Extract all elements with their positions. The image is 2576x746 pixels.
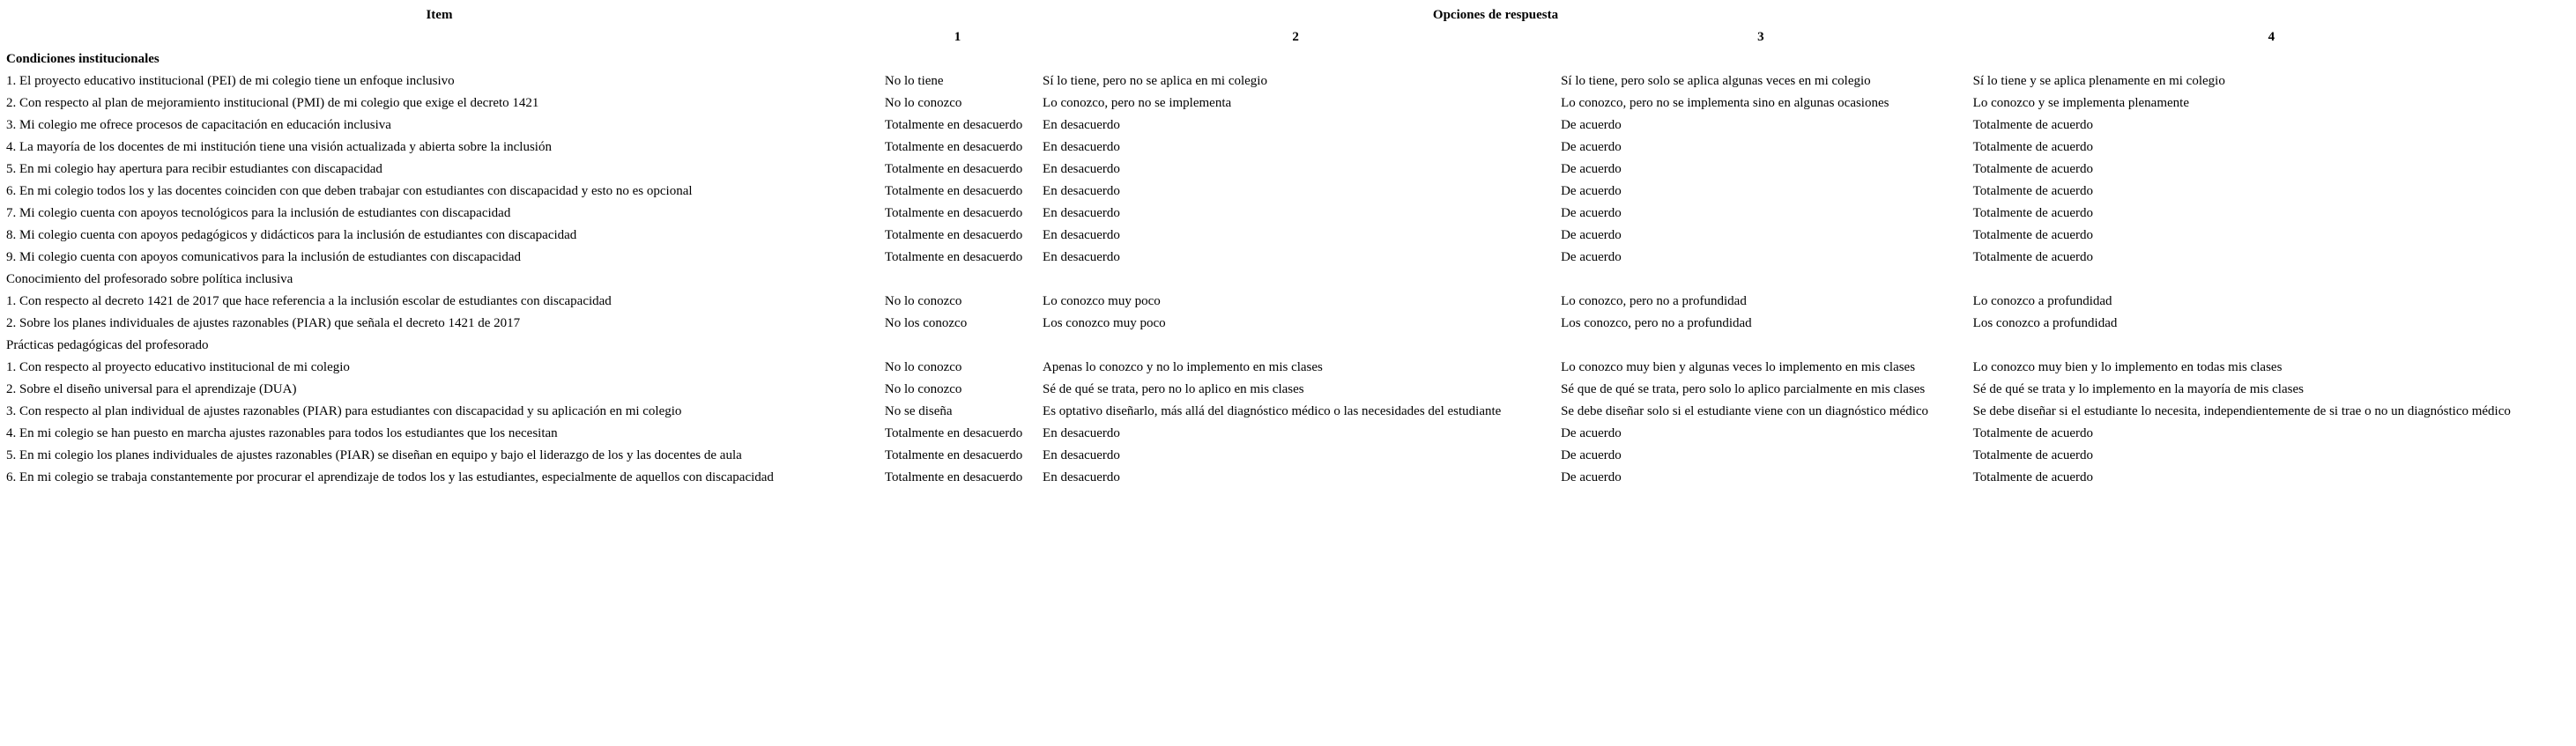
option-3-cell: De acuerdo [1561, 118, 1622, 132]
option-1-cell: No lo conozco [884, 360, 962, 374]
option-2-cell: En desacuerdo [1043, 426, 1120, 440]
option-2-cell: Sí lo tiene, pero no se aplica en mi colegio [1043, 74, 1267, 88]
option-4-cell: Totalmente de acuerdo [1972, 118, 2094, 132]
survey-table [0, 4, 2576, 489]
table-row [0, 114, 2576, 137]
option-3-cell: De acuerdo [1561, 448, 1622, 462]
table-row [0, 181, 2576, 203]
table-row [0, 423, 2576, 445]
item-text: 6. En mi colegio todos los y las docentes coinciden con que deben trabajar con estudiantes con discapacidad y esto no es opcional [6, 184, 693, 198]
item-text: 1. Con respecto al decreto 1421 de 2017 que hace referencia a la inclusión escolar de estudiantes con discapacidad [6, 294, 612, 308]
table-row [0, 401, 2576, 423]
item-text: 9. Mi colegio cuenta con apoyos comunicativos para la inclusión de estudiantes con discapacidad [6, 250, 521, 264]
option-3-cell: Lo conozco, pero no a profundidad [1561, 294, 1747, 308]
option-1-cell: No se diseña [884, 404, 953, 418]
table-row [0, 247, 2576, 269]
item-text: 8. Mi colegio cuenta con apoyos pedagógicos y didácticos para la inclusión de estudiantes con discapacidad [6, 228, 577, 242]
item-header: Item [426, 8, 453, 22]
option-1-cell: Totalmente en desacuerdo [884, 140, 1023, 154]
option-2-cell: Los conozco muy poco [1043, 316, 1166, 330]
table-row [0, 467, 2576, 489]
item-text: 3. Mi colegio me ofrece procesos de capacitación en educación inclusiva [6, 118, 391, 132]
item-text: 3. Con respecto al plan individual de ajustes razonables (PIAR) para estudiantes con discapacidad y su aplicación en mi colegio [6, 404, 682, 418]
option-2-cell: Apenas lo conozco y no lo implemento en mis clases [1043, 360, 1323, 374]
option-number-2: 2 [1292, 30, 1299, 44]
option-4-cell: Totalmente de acuerdo [1972, 140, 2094, 154]
section-row [0, 269, 2576, 291]
table-body [0, 48, 2576, 489]
option-4-cell: Lo conozco muy bien y lo implemento en todas mis clases [1972, 360, 2283, 374]
option-1-cell: No los conozco [884, 316, 968, 330]
option-3-cell: Lo conozco muy bien y algunas veces lo implemento en mis clases [1561, 360, 1916, 374]
option-1-cell: Totalmente en desacuerdo [884, 162, 1023, 176]
table-row [0, 357, 2576, 379]
table-row [0, 92, 2576, 114]
option-2-cell: En desacuerdo [1043, 184, 1120, 198]
table-row [0, 313, 2576, 335]
option-1-cell: Totalmente en desacuerdo [884, 206, 1023, 220]
option-4-cell: Lo conozco y se implementa plenamente [1972, 96, 2189, 110]
option-4-cell: Los conozco a profundidad [1972, 316, 2118, 330]
item-text: 7. Mi colegio cuenta con apoyos tecnológicos para la inclusión de estudiantes con discapacidad [6, 206, 511, 220]
table-row [0, 159, 2576, 181]
table-row [0, 291, 2576, 313]
option-number-3: 3 [1757, 30, 1764, 44]
item-text: 5. En mi colegio los planes individuales de ajustes razonables (PIAR) se diseñan en equipo y bajo el liderazgo de los y las docentes de aula [6, 448, 742, 462]
option-2-cell: En desacuerdo [1043, 250, 1120, 264]
header-row [0, 4, 2576, 26]
table-row [0, 70, 2576, 92]
options-header: Opciones de respuesta [1432, 8, 1559, 22]
option-4-cell: Totalmente de acuerdo [1972, 250, 2094, 264]
section-title: Conocimiento del profesorado sobre política inclusiva [6, 272, 293, 286]
option-3-cell: De acuerdo [1561, 426, 1622, 440]
option-4-cell: Sé de qué se trata y lo implemento en la mayoría de mis clases [1972, 382, 2304, 396]
table-row [0, 203, 2576, 225]
option-numbers-row [0, 26, 2576, 48]
option-1-cell: Totalmente en desacuerdo [884, 470, 1023, 484]
option-2-cell: Sé de qué se trata, pero no lo aplico en mis clases [1043, 382, 1304, 396]
option-3-cell: De acuerdo [1561, 228, 1622, 242]
item-text: 1. Con respecto al proyecto educativo institucional de mi colegio [6, 360, 350, 374]
option-1-cell: No lo conozco [884, 294, 962, 308]
option-2-cell: En desacuerdo [1043, 140, 1120, 154]
option-3-cell: Los conozco, pero no a profundidad [1561, 316, 1752, 330]
table-row [0, 137, 2576, 159]
item-text: 5. En mi colegio hay apertura para recibir estudiantes con discapacidad [6, 162, 382, 176]
table-row [0, 379, 2576, 401]
option-2-cell: En desacuerdo [1043, 470, 1120, 484]
option-1-cell: Totalmente en desacuerdo [884, 426, 1023, 440]
option-3-cell: De acuerdo [1561, 470, 1622, 484]
option-3-cell: Sí lo tiene, pero solo se aplica algunas veces en mi colegio [1561, 74, 1871, 88]
option-3-cell: De acuerdo [1561, 206, 1622, 220]
item-text: 2. Con respecto al plan de mejoramiento institucional (PMI) de mi colegio que exige el decreto 1421 [6, 96, 539, 110]
option-4-cell: Se debe diseñar si el estudiante lo necesita, independientemente de si trae o no un diagnóstico médico [1972, 404, 2511, 418]
option-1-cell: No lo conozco [884, 382, 962, 396]
option-4-cell: Lo conozco a profundidad [1972, 294, 2112, 308]
option-1-cell: Totalmente en desacuerdo [884, 228, 1023, 242]
option-2-cell: En desacuerdo [1043, 206, 1120, 220]
empty-cell [0, 26, 879, 48]
item-text: 2. Sobre el diseño universal para el aprendizaje (DUA) [6, 382, 297, 396]
option-1-cell: Totalmente en desacuerdo [884, 448, 1023, 462]
option-1-cell: Totalmente en desacuerdo [884, 250, 1023, 264]
section-title: Prácticas pedagógicas del profesorado [6, 338, 209, 352]
option-1-cell: No lo conozco [884, 96, 962, 110]
option-2-cell: Lo conozco muy poco [1043, 294, 1161, 308]
item-text: 1. El proyecto educativo institucional (PEI) de mi colegio tiene un enfoque inclusivo [6, 74, 455, 88]
section-row [0, 335, 2576, 357]
table-row [0, 445, 2576, 467]
option-3-cell: Lo conozco, pero no se implementa sino en algunas ocasiones [1561, 96, 1889, 110]
option-3-cell: Se debe diseñar solo si el estudiante viene con un diagnóstico médico [1561, 404, 1929, 418]
option-4-cell: Totalmente de acuerdo [1972, 470, 2094, 484]
option-number-1: 1 [954, 30, 961, 44]
item-text: 4. La mayoría de los docentes de mi institución tiene una visión actualizada y abierta sobre la inclusión [6, 140, 552, 154]
item-text: 6. En mi colegio se trabaja constantemente por procurar el aprendizaje de todos los y las estudiantes, especialmente de aquellos con discapacidad [6, 470, 774, 484]
option-1-cell: Totalmente en desacuerdo [884, 118, 1023, 132]
table-row [0, 225, 2576, 247]
section-title: Condiciones institucionales [6, 52, 160, 66]
option-3-cell: De acuerdo [1561, 162, 1622, 176]
option-2-cell: En desacuerdo [1043, 448, 1120, 462]
option-4-cell: Totalmente de acuerdo [1972, 206, 2094, 220]
option-2-cell: En desacuerdo [1043, 162, 1120, 176]
option-1-cell: No lo tiene [884, 74, 944, 88]
option-4-cell: Totalmente de acuerdo [1972, 228, 2094, 242]
item-text: 4. En mi colegio se han puesto en marcha ajustes razonables para todos los estudiantes que los necesitan [6, 426, 558, 440]
section-row [0, 48, 2576, 70]
option-4-cell: Totalmente de acuerdo [1972, 426, 2094, 440]
option-4-cell: Sí lo tiene y se aplica plenamente en mi colegio [1972, 74, 2225, 88]
item-text: 2. Sobre los planes individuales de ajustes razonables (PIAR) que señala el decreto 1421 de 2017 [6, 316, 521, 330]
option-2-cell: Es optativo diseñarlo, más allá del diagnóstico médico o las necesidades del estudiante [1043, 404, 1502, 418]
option-number-4: 4 [2268, 30, 2275, 44]
option-3-cell: Sé que de qué se trata, pero solo lo aplico parcialmente en mis clases [1561, 382, 1926, 396]
option-4-cell: Totalmente de acuerdo [1972, 184, 2094, 198]
option-2-cell: Lo conozco, pero no se implementa [1043, 96, 1232, 110]
option-2-cell: En desacuerdo [1043, 228, 1120, 242]
option-2-cell: En desacuerdo [1043, 118, 1120, 132]
option-3-cell: De acuerdo [1561, 250, 1622, 264]
option-3-cell: De acuerdo [1561, 184, 1622, 198]
option-4-cell: Totalmente de acuerdo [1972, 448, 2094, 462]
option-3-cell: De acuerdo [1561, 140, 1622, 154]
option-4-cell: Totalmente de acuerdo [1972, 162, 2094, 176]
option-1-cell: Totalmente en desacuerdo [884, 184, 1023, 198]
